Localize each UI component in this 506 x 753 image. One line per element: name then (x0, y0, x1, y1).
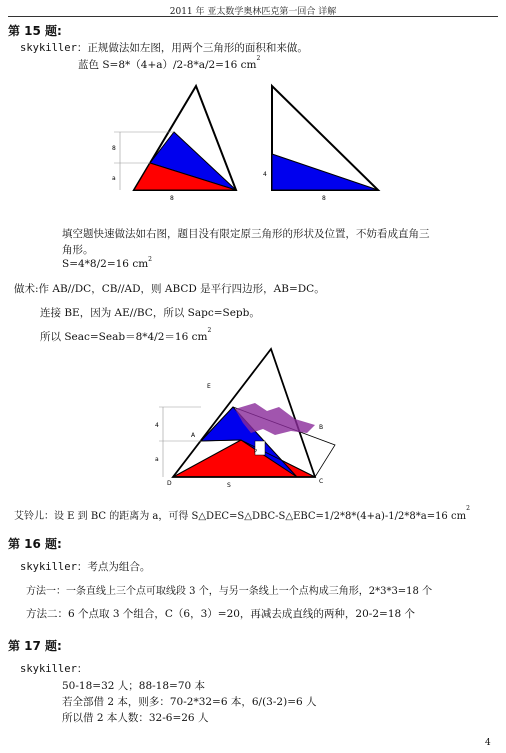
page-header: 2011 年 亚太数学奥林匹克第一回合 详解 (169, 7, 337, 17)
q16-method-1: 方法一：一条直线上三个点可取线段 3 个，与另一条线上一个点构成三角形，2*3*3=18 个 (26, 586, 433, 597)
fig3-red-region (173, 440, 315, 477)
q15-quick-para-cont: 角形。 (62, 244, 94, 256)
q15-construction-3 (40, 329, 211, 344)
fig3-label-p: P (254, 449, 258, 455)
fig3-label-a: A (191, 432, 196, 439)
q16-method-2: 方法二：6 个点取 3 个组合，C（6，3）=20，再减去成直线的两种，20-2=18 个 (26, 608, 416, 620)
q17-line1-text: skykiller： (20, 663, 88, 675)
fig3-label-d: D (167, 480, 172, 487)
fig3-label-c: C (319, 478, 324, 485)
q15-alt-method (14, 507, 470, 522)
header-rule (8, 16, 498, 17)
figure-right-triangle (258, 80, 388, 200)
q16-line1-text: skykiller：考点为组合。 (20, 561, 151, 573)
q15-construction-3-text: 所以 Seac=Seab＝8*4/2＝16 cm (40, 331, 208, 343)
q15-construction-3-sup: 2 (207, 327, 212, 334)
q15-quick-area-sup: 2 (148, 256, 152, 263)
figure-left-triangle (110, 80, 245, 200)
q17-line4: 所以借 2 本人数：32-6=26 人 (62, 712, 209, 724)
q15-blue-area-text: 蓝色 S=8*（4+a）/2-8*a/2=16 cm (78, 59, 257, 71)
fig2-label-4: 4 (263, 171, 267, 178)
q17-heading: 第 17 题: (8, 639, 62, 653)
q15-blue-area-sup: 2 (256, 55, 261, 62)
q15-construction-2: 连接 BE，因为 AE//BC，所以 Sapc=Sepb。 (40, 307, 260, 319)
q16-heading: 第 16 题: (8, 537, 62, 551)
fig1-label-base: 8 (170, 195, 174, 200)
q15-quick-area (62, 258, 152, 270)
fig3-label-side-a: a (155, 456, 159, 463)
q15-alt-method-text: 艾铃儿：设 E 到 BC 的距离为 a，可得 S△DEC=S△DBC-S△EBC=1/2*8*(4+a)-1/2*8*a=16 cm (14, 511, 467, 522)
fig3-label-4: 4 (155, 422, 159, 429)
q16-line1 (20, 559, 150, 574)
q15-line1 (20, 40, 308, 55)
fig1-label-8: 8 (112, 145, 116, 152)
q17-line2: 50-18=32 人；88-18=70 本 (62, 680, 206, 692)
q15-blue-area (78, 57, 260, 72)
fig1-label-a: a (112, 175, 116, 182)
fig2-label-base: 8 (322, 195, 326, 200)
q17-line3: 若全部借 2 本，则多：70-2*32=6 本，6/(3-2)=6 人 (62, 696, 317, 708)
page-number: 4 (485, 738, 491, 748)
q15-quick-area-text: S=4*8/2=16 cm (62, 258, 149, 270)
figure-parallelogram (155, 345, 340, 490)
q17-line1 (20, 661, 87, 676)
q15-alt-method-sup: 2 (466, 505, 470, 512)
fig3-label-b: B (319, 424, 324, 431)
fig3-label-e: E (207, 383, 211, 390)
q15-quick-para: 填空题快速做法如右图，题目没有限定原三角形的形状及位置，不妨看成直角三 (62, 228, 430, 240)
fig3-label-s: S (227, 482, 231, 489)
q15-construction-1: 做术:作 AB//DC，CB//AD，则 ABCD 是平行四边形，AB=DC。 (14, 283, 325, 295)
q15-heading: 第 15 题: (8, 24, 62, 38)
q15-line1-text: skykiller：正规做法如左图，用两个三角形的面积和来做。 (20, 42, 308, 54)
